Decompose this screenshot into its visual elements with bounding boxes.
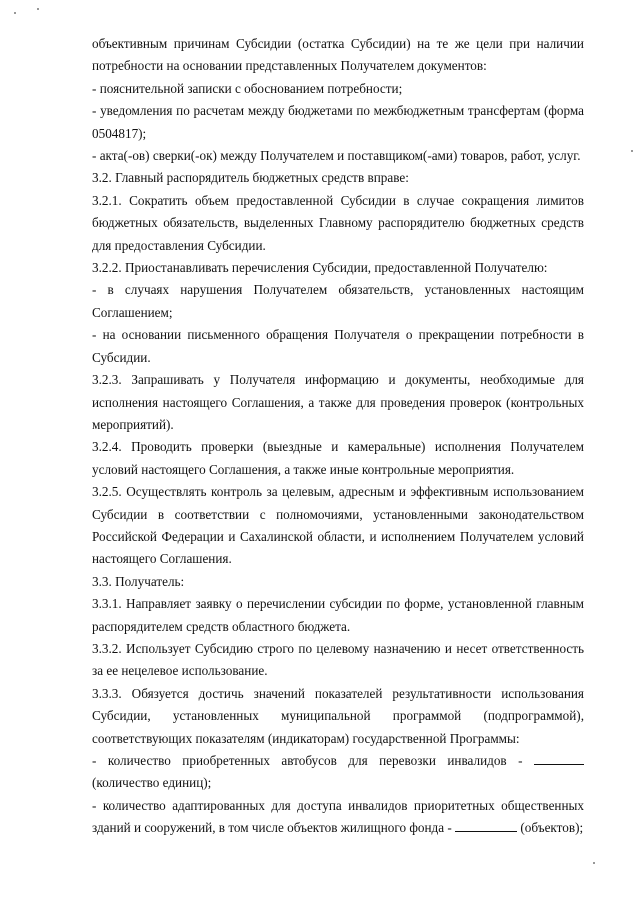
list-item-buses-text: - количество приобретенных автобусов для перевозки инвалидов - — [92, 753, 523, 768]
paragraph-continuation: объективным причинам Субсидии (остатка Субсидии) на те же цели при наличии потребности на основании представленных Получателем документов: — [92, 36, 584, 74]
fill-in-blank-buses — [534, 750, 584, 765]
clause-3-2-3: 3.2.3. Запрашивать у Получателя информацию и документы, необходимые для исполнения настоящего Соглашения, а также для проведения проверок (контрольных мероприятий). — [92, 372, 584, 432]
fill-in-blank-buildings — [455, 817, 517, 832]
clause-3-2: 3.2. Главный распорядитель бюджетных средств вправе: — [92, 170, 409, 186]
scan-speck — [593, 862, 595, 864]
list-item-violation: - в случаях нарушения Получателем обязательств, установленных настоящим Соглашением; — [92, 282, 584, 320]
clause-3-2-1: 3.2.1. Сократить объем предоставленной Субсидии в случае сокращения лимитов бюджетных обязательств, выделенных Главному распорядителю бюджетных средств для предоставления Субсидии. — [92, 192, 584, 253]
list-item-buildings-text: - количество адаптированных для доступа инвалидов приоритетных общественных зданий и сооружений, в том числе объектов жилищного фонда - — [92, 797, 584, 836]
list-item-buses-unit: (количество единиц); — [92, 775, 212, 791]
document-page — [92, 33, 584, 840]
clause-3-3-2: 3.3.2. Использует Субсидию строго по целевому назначению и несет ответственность за ее нецелевое использование. — [92, 640, 584, 679]
scan-speck — [14, 12, 16, 14]
list-item-explanatory-note: - пояснительной записки с обоснованием потребности; — [92, 80, 403, 96]
list-item-buildings — [92, 795, 584, 840]
clause-3-2-5: 3.2.5. Осуществлять контроль за целевым, адресным и эффективным использованием Субсидии в соответствии с полномочиями, установленными законодательством Российской Федерации и Сахалинской области, и исполнением Получателем условий настоящего Соглашения. — [92, 484, 584, 567]
clause-3-3-1: 3.3.1. Направляет заявку о перечислении субсидии по форме, установленной главным распорядителем средств областного бюджета. — [92, 596, 584, 634]
clause-3-2-2: 3.2.2. Приостанавливать перечисления Субсидии, предоставленной Получателю: — [92, 260, 548, 276]
list-item-written-request: - на основании письменного обращения Получателя о прекращении потребности в Субсидии. — [92, 327, 584, 365]
list-item-buses — [92, 750, 584, 795]
clause-3-3-3: 3.3.3. Обязуется достичь значений показателей результативности использования Субсидии, установленных муниципальной программой (подпрограммой), соответствующих показателям (индикаторам) государственной Программы: — [92, 685, 584, 746]
clause-3-2-4: 3.2.4. Проводить проверки (выездные и камеральные) исполнения Получателем условий настоящего Соглашения, а также иные контрольные мероприятия. — [92, 439, 584, 477]
scan-speck — [37, 8, 39, 10]
clause-3-3: 3.3. Получатель: — [92, 573, 185, 589]
list-item-reconciliation-act: - акта(-ов) сверки(-ок) между Получателем и поставщиком(-ами) товаров, работ, услуг. — [92, 148, 581, 164]
list-item-notification: - уведомления по расчетам между бюджетами по межбюджетным трансфертам (форма 0504817); — [92, 103, 584, 141]
scan-speck — [631, 150, 633, 152]
list-item-buildings-unit: (объектов); — [520, 820, 584, 836]
